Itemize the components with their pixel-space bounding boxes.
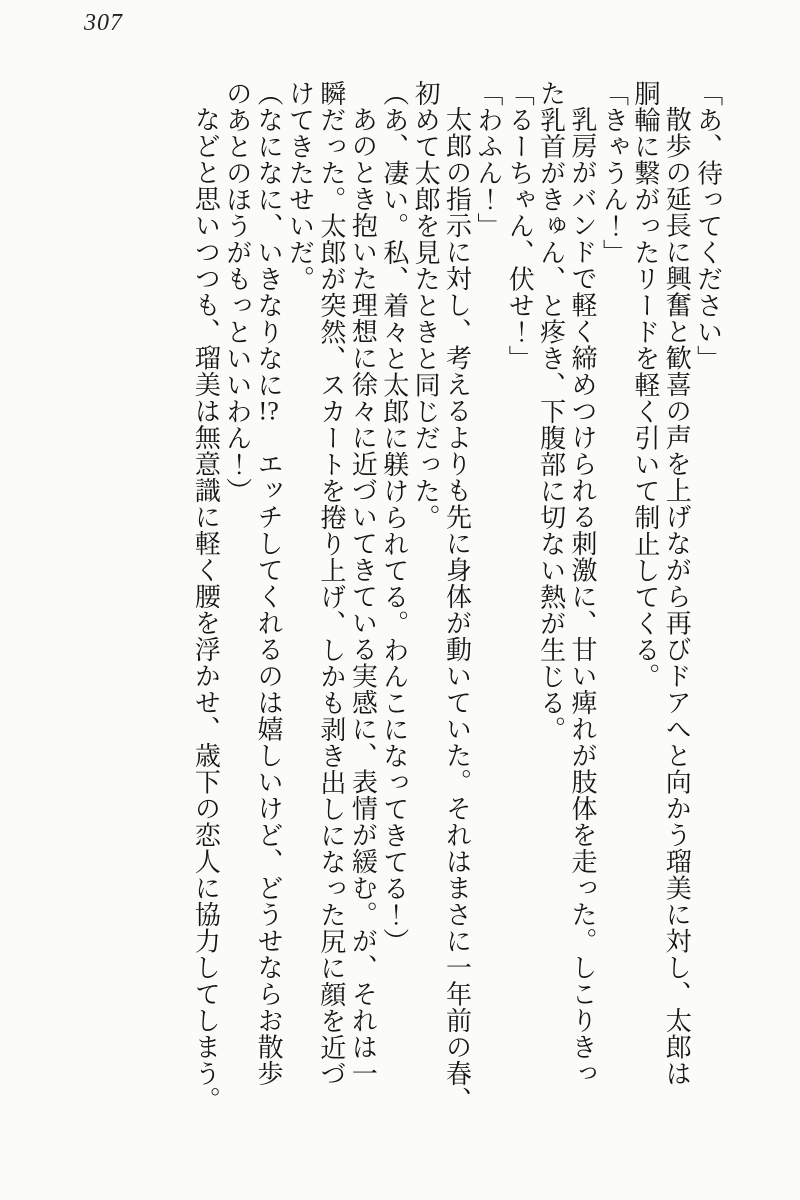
text-column: 散歩の延長に興奮と歓喜の声を上げながら再びドアへと向かう瑠美に対し、太郎は — [662, 106, 692, 1087]
text-column: 乳房がバンドで軽く締めつけられる刺激に、甘い痺れが肢体を走った。しこりきっ — [568, 106, 598, 1087]
text-column: 瞬だった。太郎が突然、スカートを捲り上げ、しかも剥き出しになった尻に顔を近づ — [316, 80, 346, 1087]
text-column: （あ、凄い。私、着々と太郎に躾けられてる。わんこになってきてる！） — [379, 80, 409, 955]
text-column: 太郎の指示に対し、考えるよりも先に身体が動いていた。それはまさに一年前の春、 — [442, 106, 472, 1113]
text-column: た乳首がきゅん、と疼き、下腹部に切ない熱が生じる。 — [536, 80, 566, 743]
text-column: 「きゃうん！」 — [599, 80, 629, 266]
text-column: 初めて太郎を見たときと同じだった。 — [411, 80, 441, 531]
text-column: 「わふん！」 — [473, 80, 503, 239]
text-column: のあとのほうがもっといいわん！） — [222, 80, 252, 504]
text-column: けてきたせいだ。 — [285, 80, 315, 292]
page-number: 307 — [84, 10, 123, 36]
text-column: などと思いつつも、瑠美は無意識に軽く腰を浮かせ、歳下の恋人に協力してしまう。 — [191, 106, 221, 1113]
interrobang-tatechuyoko: !? — [258, 398, 279, 424]
text-column: あのとき抱いた理想に徐々に近づいてきている実感に、表情が緩む。が、それは一 — [348, 106, 378, 1087]
vertical-text-block — [187, 80, 726, 1125]
text-column: 「るーちゃん、伏せ！」 — [505, 80, 535, 372]
text-column: 胴輪に繋がったリードを軽く引いて制止してくる。 — [630, 80, 660, 690]
text-column: 「あ、待ってください」 — [693, 80, 723, 372]
text-column: （なになに、いきなりなに!? エッチしてくれるのは嬉しいけど、どうせならお散歩 — [254, 80, 284, 1087]
